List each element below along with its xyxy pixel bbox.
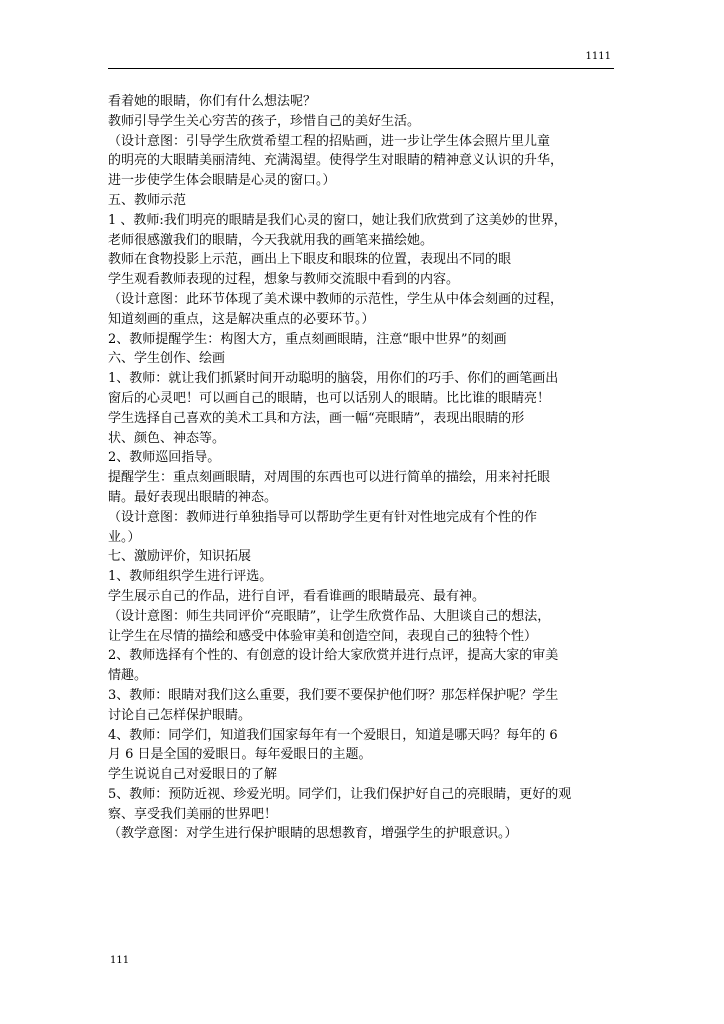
text-line: 1、教师组织学生进行评选。	[108, 569, 273, 585]
text-line: 提醒学生：重点刻画眼睛，对周围的东西也可以进行简单的描绘，用来衬托眼	[108, 470, 551, 486]
text-line: 学生观看教师表现的过程，想象与教师交流眼中看到的内容。	[108, 272, 460, 288]
text-line: 窗后的心灵吧！可以画自己的眼睛，也可以话别人的眼睛。比比谁的眼睛亮！	[108, 390, 551, 406]
text-line: 1 、教师:我们明亮的眼睛是我们心灵的窗口，她让我们欣赏到了这美妙的世界，	[108, 212, 567, 228]
text-line: 看着她的眼睛，你们有什么想法呢？	[108, 94, 317, 109]
text-line: 让学生在尽情的描绘和感受中体验审美和创造空间，表现自己的独特个性）	[108, 628, 538, 644]
text-line: （教学意图：对学生进行保护眼睛的思想教育，增强学生的护眼意识。）	[108, 826, 518, 842]
text-line: 1、教师：就让我们抓紧时间开动聪明的脑袋，用你们的巧手、你们的画笔画出	[108, 371, 559, 387]
text-line: 2、教师选择有个性的、有创意的设计给大家欣赏并进行点评，提高大家的审美	[108, 648, 559, 664]
text-line: 4、教师：同学们，知道我们国家每年有一个爱眼日，知道是哪天吗？每年的 6	[108, 727, 558, 743]
text-line: 教师引导学生关心穷苦的孩子，珍惜自己的美好生活。	[108, 113, 421, 129]
text-line: 情趣。	[108, 668, 148, 684]
footer-page-number: 111	[110, 955, 130, 966]
text-line: （设计意图：教师进行单独指导可以帮助学生更有针对性地完成有个性的作	[108, 509, 538, 525]
text-line: 的明亮的大眼睛美丽清纯、充满渴望。使得学生对眼睛的精神意义认识的升华，	[108, 153, 564, 169]
text-line: 2、教师提醒学生：构图大方，重点刻画眼睛，注意“眼中世界”的刻画	[108, 331, 507, 347]
text-line: 学生说说自己对爱眼日的了解	[108, 767, 278, 783]
text-line: 知道刻画的重点，这是解决重点的必要环节。）	[108, 311, 375, 327]
text-line: 业。）	[108, 529, 141, 545]
text-line: 睛。最好表现出眼睛的神态。	[108, 489, 278, 505]
text-line: 讨论自己怎样保护眼睛。	[108, 707, 252, 723]
text-line: 六、学生创作、绘画	[108, 351, 226, 367]
text-line: 五、教师示范	[108, 192, 187, 208]
document-body	[108, 92, 628, 844]
text-line: 学生展示自己的作品，进行自评，看看谁画的眼睛最亮、最有神。	[108, 588, 486, 604]
text-line: 七、激励评价，知识拓展	[108, 549, 252, 565]
text-line: 察、享受我们美丽的世界吧！	[108, 806, 278, 822]
text-line: （设计意图：此环节体现了美术课中教师的示范性，学生从中体会刻画的过程，	[108, 291, 564, 307]
text-line: 学生选择自己喜欢的美术工具和方法，画一幅“亮眼睛”，表现出眼睛的形	[108, 410, 525, 426]
text-line: 进一步使学生体会眼睛是心灵的窗口。）	[108, 173, 336, 189]
text-line: 老师很感激我们的眼睛，今天我就用我的画笔来描绘她。	[108, 232, 434, 248]
header-page-number: 1111	[585, 51, 611, 62]
text-line: 2、教师巡回指导。	[108, 450, 221, 466]
text-line: （设计意图：引导学生欣赏希望工程的招贴画，进一步让学生体会照片里儿童	[108, 133, 551, 149]
text-line: 状、颜色、神态等。	[108, 430, 226, 446]
text-line: 教师在食物投影上示范，画出上下眼皮和眼珠的位置，表现出不同的眼	[108, 252, 512, 268]
header-rule	[108, 68, 614, 69]
text-line: （设计意图：师生共同评价“亮眼睛”，让学生欣赏作品、大胆谈自己的想法，	[108, 608, 551, 624]
text-line: 5、教师：预防近视、珍爱光明。同学们，让我们保护好自己的亮眼睛，更好的观	[108, 786, 572, 802]
text-line: 3、教师：眼睛对我们这么重要，我们要不要保护他们呀？那怎样保护呢？学生	[108, 687, 559, 703]
text-line: 月 6 日是全国的爱眼日。每年爱眼日的主题。	[108, 747, 372, 763]
